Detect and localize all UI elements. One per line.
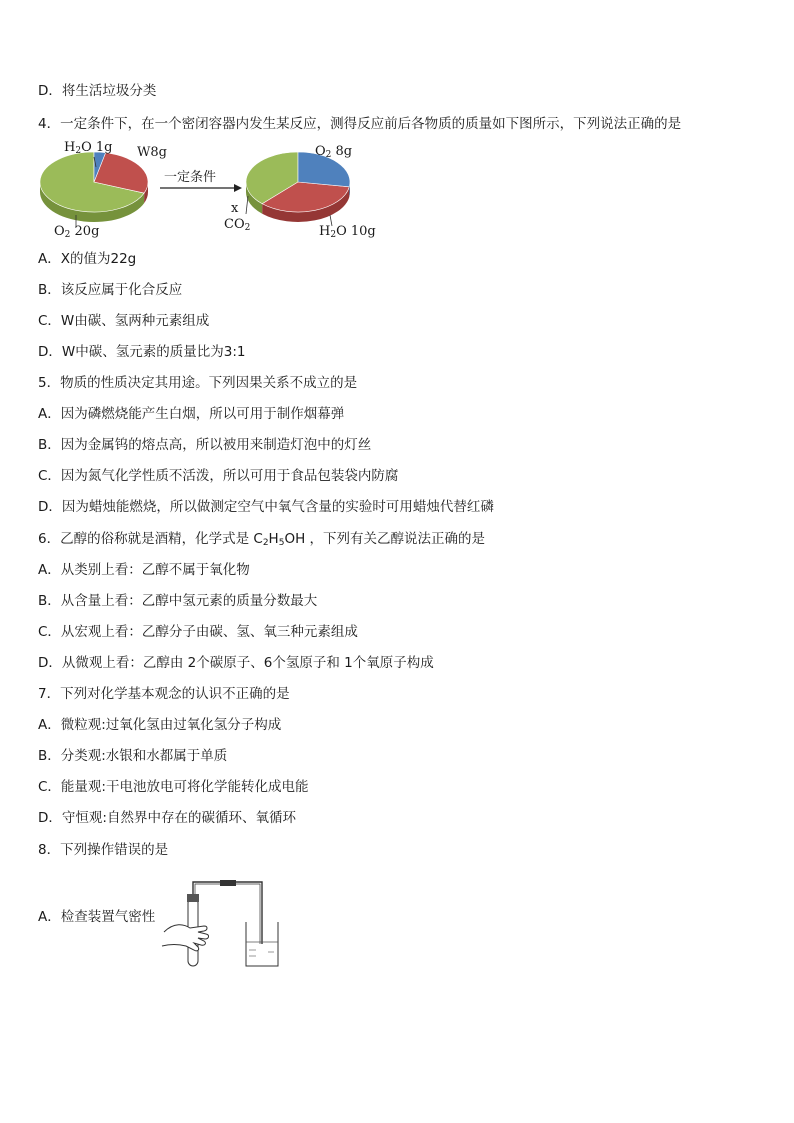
- pie-before: [40, 152, 148, 222]
- label-o2-after: $O_2$ 8g: [315, 144, 353, 160]
- question-4-stem: 4．一定条件下，在一个密闭容器内发生某反应，测得反应前后各物质的质量如下图所示，下列说法正确的是: [38, 116, 682, 132]
- q4-option-a: A．X的值为22g: [38, 251, 137, 267]
- q6-option-d: D．从微观上看：乙醇由 2个碳原子、6个氢原子和 1个氧原子构成: [38, 655, 434, 671]
- option-d-q3: D．将生活垃圾分类: [38, 83, 157, 99]
- rubber-joint: [220, 880, 236, 886]
- q5-option-a: A．因为磷燃烧能产生白烟，所以可用于制作烟幕弹: [38, 406, 345, 422]
- label-h2o-before: $H_2O$ 1g: [64, 140, 113, 156]
- reaction-pie-figure: [36, 138, 416, 244]
- stopper: [187, 894, 199, 902]
- q6-option-a: A．从类别上看：乙醇不属于氧化物: [38, 562, 250, 578]
- q7-option-c: C．能量观:干电池放电可将化学能转化成电能: [38, 779, 309, 795]
- apparatus-svg: [160, 872, 285, 972]
- q6-option-c: C．从宏观上看：乙醇分子由碳、氢、氧三种元素组成: [38, 624, 358, 640]
- arrow-head: [234, 184, 242, 192]
- q7-option-d: D．守恒观:自然界中存在的碳循环、氧循环: [38, 810, 296, 826]
- q4-option-d: D．W中碳、氢元素的质量比为3:1: [38, 344, 246, 360]
- q4-option-b: B．该反应属于化合反应: [38, 282, 183, 298]
- q5-option-c: C．因为氮气化学性质不活泼，所以可用于食品包装袋内防腐: [38, 468, 399, 484]
- hand-icon: [162, 925, 209, 951]
- leader-co2-after: [246, 196, 248, 214]
- question-6-stem: 6．乙醇的俗称就是酒精，化学式是 $C_2H_5OH$ ，下列有关乙醇说法正确的是: [38, 531, 486, 548]
- q6-option-b: B．从含量上看：乙醇中氢元素的质量分数最大: [38, 593, 318, 609]
- q7-option-a: A．微粒观:过氧化氢由过氧化氢分子构成: [38, 717, 282, 733]
- q4-option-c: C．W由碳、氢两种元素组成: [38, 313, 210, 329]
- q8-option-a: A．检查装置气密性: [38, 909, 156, 925]
- question-5-stem: 5．物质的性质决定其用途。下列因果关系不成立的是: [38, 375, 358, 391]
- airtightness-apparatus: [160, 872, 285, 972]
- label-h2o-after: $H_2O$ 10g: [319, 224, 376, 240]
- label-co2-after: $CO_2$: [224, 217, 251, 233]
- q5-option-b: B．因为金属钨的熔点高，所以被用来制造灯泡中的灯丝: [38, 437, 372, 453]
- arrow-condition-label: 一定条件: [164, 170, 217, 185]
- question-7-stem: 7．下列对化学基本观念的认识不正确的是: [38, 686, 290, 702]
- label-x-after: x: [231, 201, 239, 216]
- q7-option-b: B．分类观:水银和水都属于单质: [38, 748, 228, 764]
- label-w-before: W8g: [137, 145, 167, 160]
- question-8-stem: 8．下列操作错误的是: [38, 842, 169, 858]
- label-o2-before: $O_2$ 20g: [54, 224, 100, 240]
- q5-option-d: D．因为蜡烛能燃烧，所以做测定空气中氧气含量的实验时可用蜡烛代替红磷: [38, 499, 494, 515]
